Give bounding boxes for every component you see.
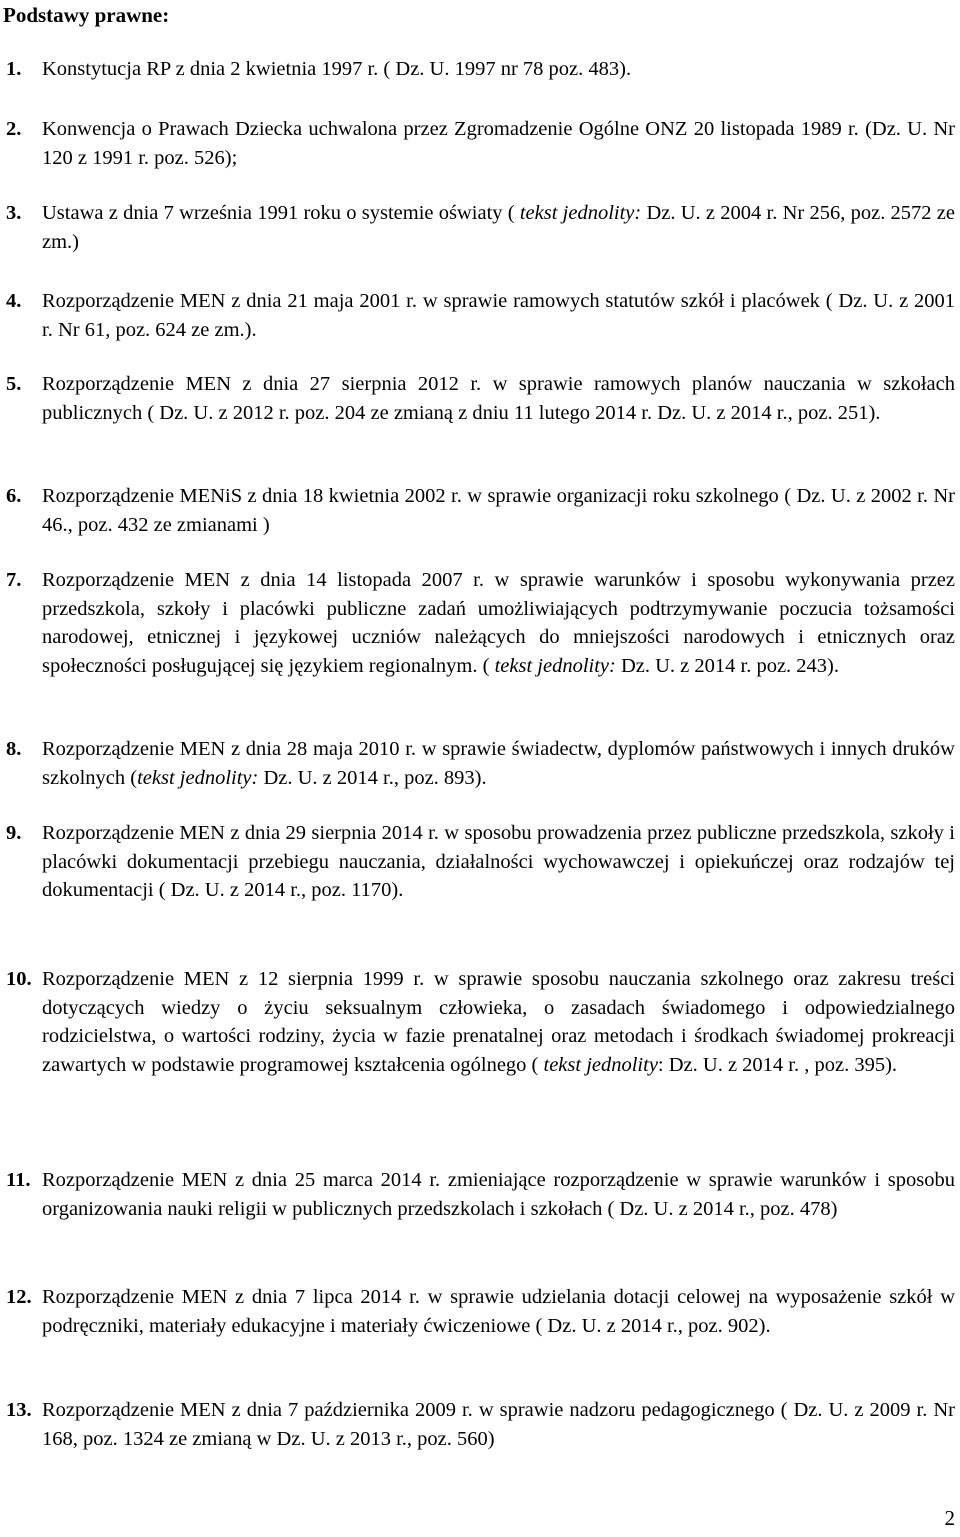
item-number: 6. — [6, 485, 22, 507]
page-number: 2 — [944, 1506, 955, 1530]
list-item-4 — [0, 287, 955, 344]
list-item-3 — [0, 199, 955, 256]
item-text: Rozporządzenie MEN z dnia 25 marca 2014 r. zmieniające rozporządzenie w sprawie warunków i sposobu organizowania nauki religii w publicznych przedszkolach i szkołach ( Dz. U. z 2014 r., poz. 478) — [42, 1169, 955, 1220]
item-text: Rozporządzenie MENiS z dnia 18 kwietnia 2002 r. w sprawie organizacji roku szkolnego ( Dz. U. z 2002 r. Nr 46., poz. 432 ze zmianami ) — [42, 485, 955, 536]
item-text: Rozporządzenie MEN z dnia 7 lipca 2014 r. w sprawie udzielania dotacji celowej na wyposażenie szkół w podręczniki, materiały edukacyjne i materiały ćwiczeniowe ( Dz. U. z 2014 r., poz. 902). — [42, 1286, 955, 1337]
list-item-6 — [0, 482, 955, 539]
item-text-part: Ustawa z dnia 7 września 1991 roku o systemie oświaty ( — [42, 202, 520, 224]
item-number: 9. — [6, 822, 22, 844]
item-text-italic: tekst jednolity: — [519, 202, 642, 224]
item-number: 3. — [6, 202, 22, 224]
item-text — [42, 566, 955, 680]
item-number: 13. — [6, 1399, 32, 1421]
item-text-part: Rozporządzenie MEN z dnia 28 maja 2010 r. w sprawie świadectw, dyplomów państwowych i innych druków szkolnych ( — [42, 738, 955, 789]
list-item-1 — [0, 55, 955, 84]
item-number: 5. — [6, 373, 22, 395]
item-number: 4. — [6, 290, 22, 312]
list-item-10 — [0, 965, 955, 1079]
list-item-2 — [0, 115, 955, 172]
list-item-11 — [0, 1166, 955, 1223]
item-text-part: Dz. U. z 2014 r., poz. 893). — [258, 766, 487, 789]
item-text-italic: tekst jednolity: — [494, 654, 616, 677]
item-number: 11. — [6, 1169, 31, 1191]
item-number: 10. — [6, 968, 32, 990]
item-text — [42, 965, 955, 1079]
item-text — [42, 735, 955, 792]
item-text — [42, 199, 955, 256]
item-text: Rozporządzenie MEN z dnia 29 sierpnia 2014 r. w sposobu prowadzenia przez publiczne przedszkola, szkoły i placówki dokumentacji przebiegu nauczania, działalności wychowawczej i opiekuńczej oraz rodzajów tej dokumentacji ( Dz. U. z 2014 r., poz. 1170). — [42, 822, 955, 902]
item-number: 12. — [6, 1286, 32, 1308]
item-text-part: Rozporządzenie MEN z dnia 14 listopada 2007 r. w sprawie warunków i sposobu wykonywania przez przedszkola, szkoły i placówki publiczne zadań umożliwiających podtrzymywanie poczucia tożsamości narodowej, etnicznej i językowej uczniów należących do mniejszości narodowych i etnicznych oraz społeczności posługującej się językiem regionalnym. ( — [42, 569, 955, 677]
list-item-9 — [0, 819, 955, 905]
item-number: 1. — [6, 58, 22, 80]
item-number: 2. — [6, 118, 22, 140]
list-item-5 — [0, 370, 955, 427]
item-text-part: : Dz. U. z 2014 r. , poz. 395). — [657, 1053, 898, 1076]
item-text: Rozporządzenie MEN z dnia 27 sierpnia 2012 r. w sprawie ramowych planów nauczania w szkołach publicznych ( Dz. U. z 2012 r. poz. 204 ze zmianą z dniu 11 lutego 2014 r. Dz. U. z 2014 r., poz. 251). — [42, 373, 955, 424]
item-number: 7. — [6, 569, 22, 591]
item-text: Konstytucja RP z dnia 2 kwietnia 1997 r. ( Dz. U. 1997 nr 78 poz. 483). — [42, 58, 632, 80]
item-text: Rozporządzenie MEN z dnia 21 maja 2001 r. w sprawie ramowych statutów szkół i placówek ( Dz. U. z 2001 r. Nr 61, poz. 624 ze zm.). — [42, 290, 955, 341]
item-number: 8. — [6, 738, 22, 760]
item-text-italic: tekst jednolity — [543, 1053, 658, 1076]
item-text-part: Dz. U. z 2004 r. Nr 256, poz. 2572 ze zm.) — [42, 202, 956, 253]
item-text-part: Dz. U. z 2014 r. poz. 243). — [615, 654, 840, 677]
item-text: Rozporządzenie MEN z dnia 7 października 2009 r. w sprawie nadzoru pedagogicznego ( Dz. U. z 2009 r. Nr 168, poz. 1324 ze zmianą w Dz. U. z 2013 r., poz. 560) — [42, 1399, 955, 1450]
item-text-italic: tekst jednolity: — [137, 766, 259, 789]
item-text-part: Rozporządzenie MEN z 12 sierpnia 1999 r. w sprawie sposobu nauczania szkolnego oraz zakresu treści dotyczących wiedzy o życiu seksualnym człowieka, o zasadach świadomego i odpowiedzialnego rodzicielstwa, o wartości rodziny, życia w fazie prenatalnej oraz metodach i środkach świadomej prokreacji zawartych w podstawie programowej kształcenia ogólnego ( — [42, 968, 955, 1076]
list-item-8 — [0, 735, 955, 792]
list-item-7 — [0, 566, 955, 680]
list-item-12 — [0, 1283, 955, 1340]
item-text: Konwencja o Prawach Dziecka uchwalona przez Zgromadzenie Ogólne ONZ 20 listopada 1989 r. (Dz. U. Nr 120 z 1991 r. poz. 526); — [42, 118, 955, 169]
page-heading: Podstawy prawne: — [3, 3, 170, 27]
list-item-13 — [0, 1396, 955, 1453]
